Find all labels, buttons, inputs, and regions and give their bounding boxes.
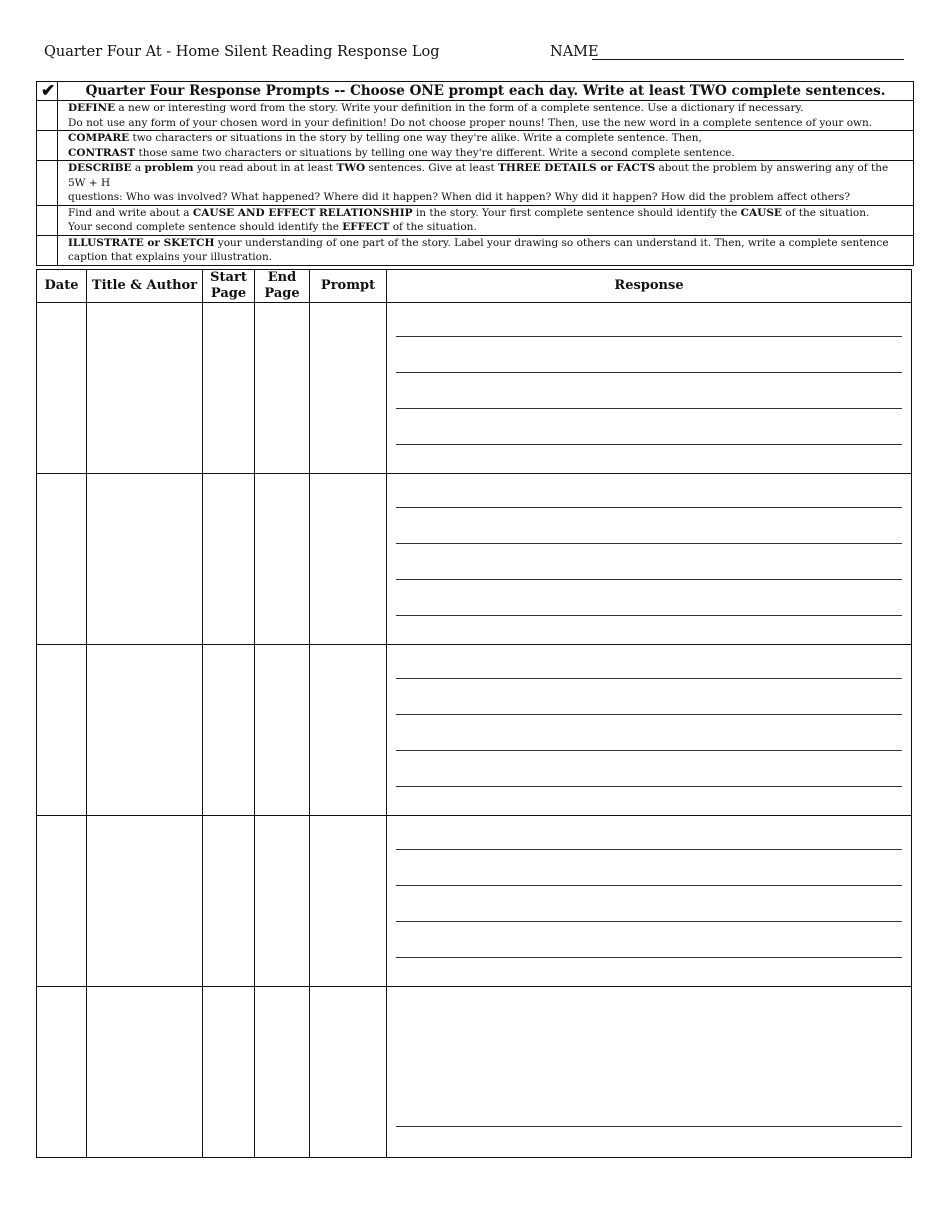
prompt-cell[interactable]: [310, 474, 387, 645]
start-page-cell[interactable]: [203, 816, 255, 987]
writing-line: [396, 579, 902, 580]
prompt-keyword: THREE DETAILS or FACTS: [498, 162, 656, 174]
prompt-phrase: you read about in at least: [193, 162, 337, 174]
writing-line: [396, 921, 902, 922]
log-entry-row: [37, 987, 912, 1158]
prompt-phrase: Find and write about a: [68, 206, 193, 219]
prompt-phrase: caption that explains your illustration.: [68, 251, 273, 263]
prompt-phrase: of the situation.: [781, 206, 870, 219]
title-author-cell[interactable]: [87, 474, 203, 645]
title-author-cell[interactable]: [87, 816, 203, 987]
prompt-text-line: [68, 146, 907, 161]
prompt-cell[interactable]: [310, 816, 387, 987]
prompt-phrase: Do not use any form of your chosen word in your definition! Do not choose proper nouns! Then, use the new word in a complete sentence of your own.: [68, 116, 873, 129]
prompt-phrase: in the story. Your first complete sentence should identify the: [412, 206, 741, 219]
start-page-cell[interactable]: [203, 987, 255, 1158]
start-page-cell[interactable]: [203, 303, 255, 474]
date-cell[interactable]: [37, 474, 87, 645]
prompt-row: [37, 205, 914, 235]
prompt-row: [37, 101, 914, 131]
check-mark-icon: ✔: [37, 82, 58, 101]
writing-line: [396, 444, 902, 445]
prompt-text: [58, 205, 914, 235]
prompt-cell[interactable]: [310, 645, 387, 816]
prompt-phrase: those same two characters or situations by telling one way they're different. Write a second complete sentence.: [135, 146, 735, 159]
title-author-cell[interactable]: [87, 987, 203, 1158]
prompt-cell[interactable]: [310, 987, 387, 1158]
writing-line: [396, 786, 902, 787]
log-entry-row: [37, 645, 912, 816]
prompt-text-line: [68, 206, 907, 221]
prompt-row: [37, 235, 914, 265]
end-page-cell[interactable]: [255, 303, 310, 474]
prompt-row: [37, 131, 914, 161]
prompt-text-line: [68, 190, 907, 205]
prompt-phrase: two characters or situations in the story by telling one way they're alike. Write a complete sentence. Then,: [129, 132, 702, 144]
prompt-keyword: CAUSE: [740, 206, 782, 219]
prompt-phrase: of the situation.: [389, 221, 477, 233]
response-cell[interactable]: [387, 645, 912, 816]
date-cell[interactable]: [37, 303, 87, 474]
prompt-keyword: TWO: [336, 162, 366, 174]
prompt-phrase: your understanding of one part of the story. Label your drawing so others can understand it. Then, write a complete sentence: [214, 236, 889, 249]
prompt-text-line: [68, 161, 907, 190]
col-header-date: Date: [37, 270, 87, 303]
prompt-cell[interactable]: [310, 303, 387, 474]
log-entry-row: [37, 816, 912, 987]
prompt-text-line: [68, 116, 907, 131]
writing-line: [396, 885, 902, 886]
prompt-keyword: CAUSE AND EFFECT RELATIONSHIP: [192, 206, 413, 219]
response-log-table: [36, 269, 912, 1158]
writing-line: [396, 1126, 902, 1127]
prompt-row: [37, 161, 914, 206]
end-page-cell[interactable]: [255, 645, 310, 816]
name-label: NAME: [550, 44, 599, 60]
log-entry-row: [37, 474, 912, 645]
prompt-keyword: DESCRIBE: [68, 162, 132, 174]
prompt-keyword: CONTRAST: [68, 146, 136, 159]
response-cell[interactable]: [387, 303, 912, 474]
prompt-keyword: EFFECT: [342, 221, 390, 233]
writing-line: [396, 615, 902, 616]
prompt-keyword: problem: [144, 162, 194, 174]
writing-line: [396, 714, 902, 715]
end-page-cell[interactable]: [255, 474, 310, 645]
writing-line: [396, 543, 902, 544]
end-page-cell[interactable]: [255, 816, 310, 987]
prompt-checkbox[interactable]: [37, 205, 58, 235]
writing-line: [396, 336, 902, 337]
prompt-phrase: sentences. Give at least: [365, 162, 499, 174]
prompt-text-line: [68, 101, 907, 116]
prompt-keyword: COMPARE: [68, 132, 130, 144]
prompt-phrase: a: [131, 162, 145, 174]
prompt-text-line: [68, 131, 907, 146]
prompt-keyword: ILLUSTRATE or SKETCH: [68, 236, 215, 249]
prompt-phrase: questions: Who was involved? What happened? Where did it happen? When did it happen? Why did it happen? How did the problem affect others?: [68, 191, 850, 203]
response-cell[interactable]: [387, 474, 912, 645]
title-author-cell[interactable]: [87, 645, 203, 816]
col-header-title-author: Title & Author: [87, 270, 203, 303]
prompt-text: [58, 101, 914, 131]
col-header-end-page: End Page: [255, 270, 310, 303]
prompt-text-line: [68, 250, 907, 265]
end-page-cell[interactable]: [255, 987, 310, 1158]
prompt-text: [58, 161, 914, 206]
title-author-cell[interactable]: [87, 303, 203, 474]
prompt-checkbox[interactable]: [37, 101, 58, 131]
writing-line: [396, 849, 902, 850]
date-cell[interactable]: [37, 987, 87, 1158]
writing-line: [396, 507, 902, 508]
log-entry-row: [37, 303, 912, 474]
page-title: Quarter Four At - Home Silent Reading Response Log: [44, 44, 440, 60]
col-header-start-page: Start Page: [203, 270, 255, 303]
log-header-row: [37, 270, 912, 303]
prompt-keyword: DEFINE: [68, 102, 116, 114]
writing-line: [396, 408, 902, 409]
writing-line: [396, 372, 902, 373]
prompt-checkbox[interactable]: [37, 235, 58, 265]
start-page-cell[interactable]: [203, 474, 255, 645]
prompts-heading: Quarter Four Response Prompts -- Choose ONE prompt each day. Write at least TWO complete sentences.: [58, 82, 914, 101]
date-cell[interactable]: [37, 816, 87, 987]
prompt-phrase: about the problem by answering any of the 5W + H: [68, 162, 889, 189]
start-page-cell[interactable]: [203, 645, 255, 816]
response-cell[interactable]: [387, 987, 912, 1158]
prompt-text: [58, 131, 914, 161]
prompt-checkbox[interactable]: [37, 161, 58, 206]
response-cell[interactable]: [387, 816, 912, 987]
col-header-response: Response: [387, 270, 912, 303]
writing-line: [396, 678, 902, 679]
prompt-phrase: Your second complete sentence should identify the: [68, 221, 343, 233]
writing-line: [396, 957, 902, 958]
col-header-prompt: Prompt: [310, 270, 387, 303]
writing-line: [396, 750, 902, 751]
date-cell[interactable]: [37, 645, 87, 816]
prompt-checkbox[interactable]: [37, 131, 58, 161]
prompts-table: [36, 81, 914, 266]
prompt-text-line: [68, 236, 907, 251]
prompt-text-line: [68, 220, 907, 235]
prompt-text: [58, 235, 914, 265]
prompts-header-row: [37, 82, 914, 101]
prompt-phrase: a new or interesting word from the story. Write your definition in the form of a complete sentence. Use a dictionary if necessary.: [115, 102, 804, 114]
name-field-line[interactable]: [592, 59, 904, 60]
